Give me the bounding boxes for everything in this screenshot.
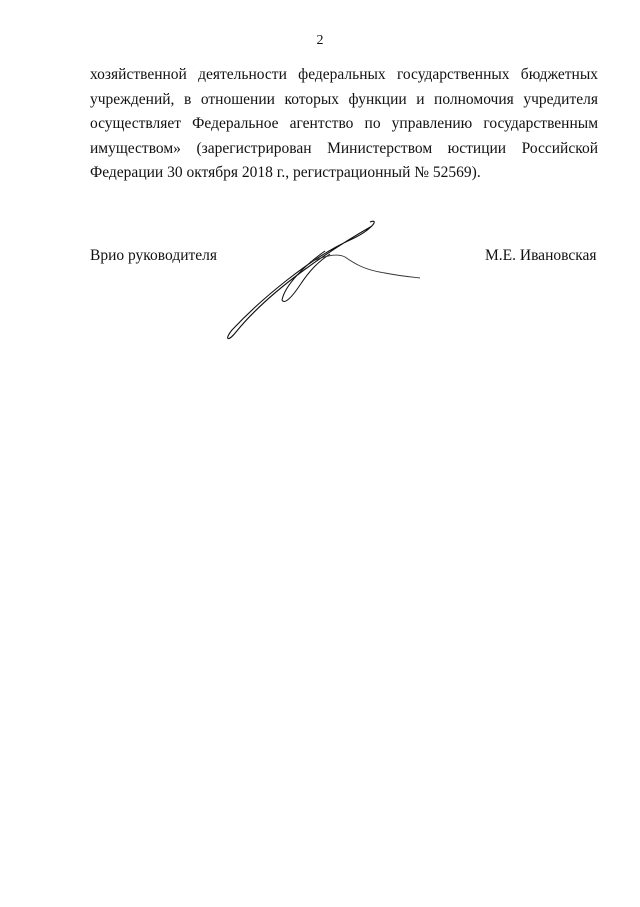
body-paragraph xyxy=(90,63,598,186)
signature-inner-loop xyxy=(282,251,330,301)
signatory-name: М.Е. Ивановская xyxy=(485,247,597,264)
signature-outer-loop xyxy=(228,221,375,338)
body-line: Федерации 30 октября 2018 г., регистрационный № 52569). xyxy=(90,164,481,182)
body-line: учреждений, в отношении которых функции и полномочия учредителя xyxy=(90,90,598,108)
body-line: хозяйственной деятельности федеральных государственных бюджетных xyxy=(90,66,598,83)
signature-tail xyxy=(310,255,420,278)
page-number: 2 xyxy=(316,33,324,48)
body-line: имуществом» (зарегистрирован Министерством юстиции Российской xyxy=(90,139,598,157)
signatory-role: Врио руководителя xyxy=(90,247,218,264)
body-line: осуществляет Федеральное агентство по управлению государственным xyxy=(90,115,598,133)
